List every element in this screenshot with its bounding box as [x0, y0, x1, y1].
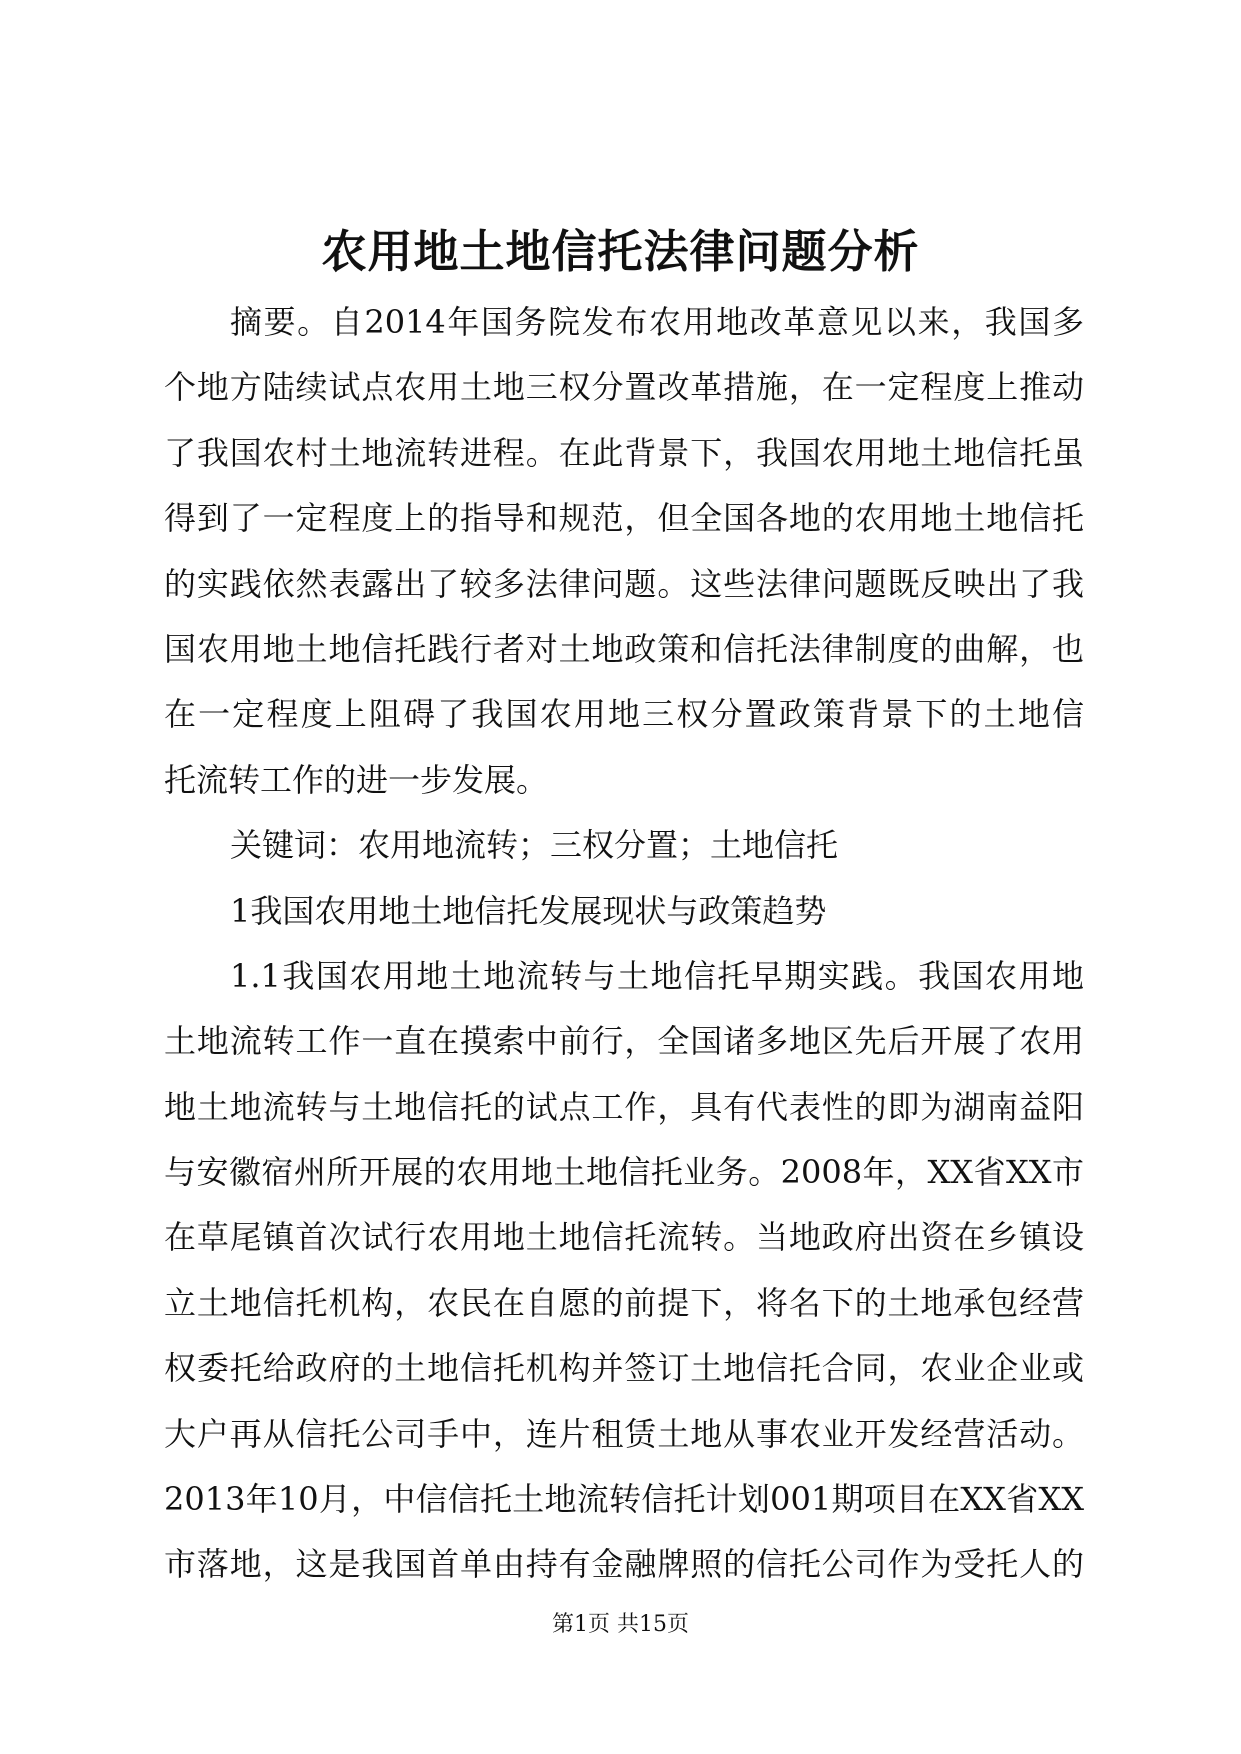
paragraph-line: 立土地信托机构，农民在自愿的前提下，将名下的土地承包经营 — [164, 1283, 1084, 1322]
paragraph-line: 1.1我国农用地土地流转与土地信托早期实践。我国农用地 — [230, 956, 1084, 995]
paragraph-line: 了我国农村土地流转进程。在此背景下，我国农用地土地信托虽 — [164, 433, 1084, 472]
paragraph-line: 2013年10月，中信信托土地流转信托计划001期项目在XX省XX — [164, 1480, 1084, 1519]
paragraph-line: 土地流转工作一直在摸索中前行，全国诸多地区先后开展了农用 — [164, 1022, 1084, 1061]
keywords-line: 关键词：农用地流转；三权分置；土地信托 — [230, 826, 839, 865]
document-title: 农用地土地信托法律问题分析 — [321, 225, 920, 278]
section-heading: 1我国农用地土地信托发展现状与政策趋势 — [230, 891, 827, 930]
paragraph-line: 个地方陆续试点农用土地三权分置改革措施，在一定程度上推动 — [164, 368, 1084, 407]
paragraph-line: 得到了一定程度上的指导和规范，但全国各地的农用地土地信托 — [164, 499, 1084, 538]
paragraph-line: 大户再从信托公司手中，连片租赁土地从事农业开发经营活动。 — [164, 1414, 1084, 1453]
paragraph-line: 在一定程度上阻碍了我国农用地三权分置政策背景下的土地信 — [164, 695, 1084, 734]
paragraph-line: 与安徽宿州所开展的农用地土地信托业务。2008年，XX省XX市 — [164, 1153, 1084, 1192]
paragraph-line: 摘要。自2014年国务院发布农用地改革意见以来，我国多 — [230, 303, 1084, 341]
paragraph-line: 托流转工作的进一步发展。 — [164, 760, 549, 799]
page-number-footer: 第1页 共15页 — [552, 1612, 689, 1637]
paragraph-line: 权委托给政府的土地信托机构并签订土地信托合同，农业企业或 — [164, 1349, 1084, 1388]
paragraph-line: 地土地流转与土地信托的试点工作，具有代表性的即为湖南益阳 — [164, 1087, 1084, 1126]
paragraph-line: 的实践依然表露出了较多法律问题。这些法律问题既反映出了我 — [164, 564, 1084, 603]
paragraph-line: 市落地，这是我国首单由持有金融牌照的信托公司作为受托人的 — [164, 1545, 1084, 1584]
document-body — [164, 290, 1084, 1598]
paragraph-line: 在草尾镇首次试行农用地土地信托流转。当地政府出资在乡镇设 — [164, 1218, 1084, 1257]
paragraph-line: 国农用地土地信托践行者对土地政策和信托法律制度的曲解，也 — [164, 629, 1084, 668]
